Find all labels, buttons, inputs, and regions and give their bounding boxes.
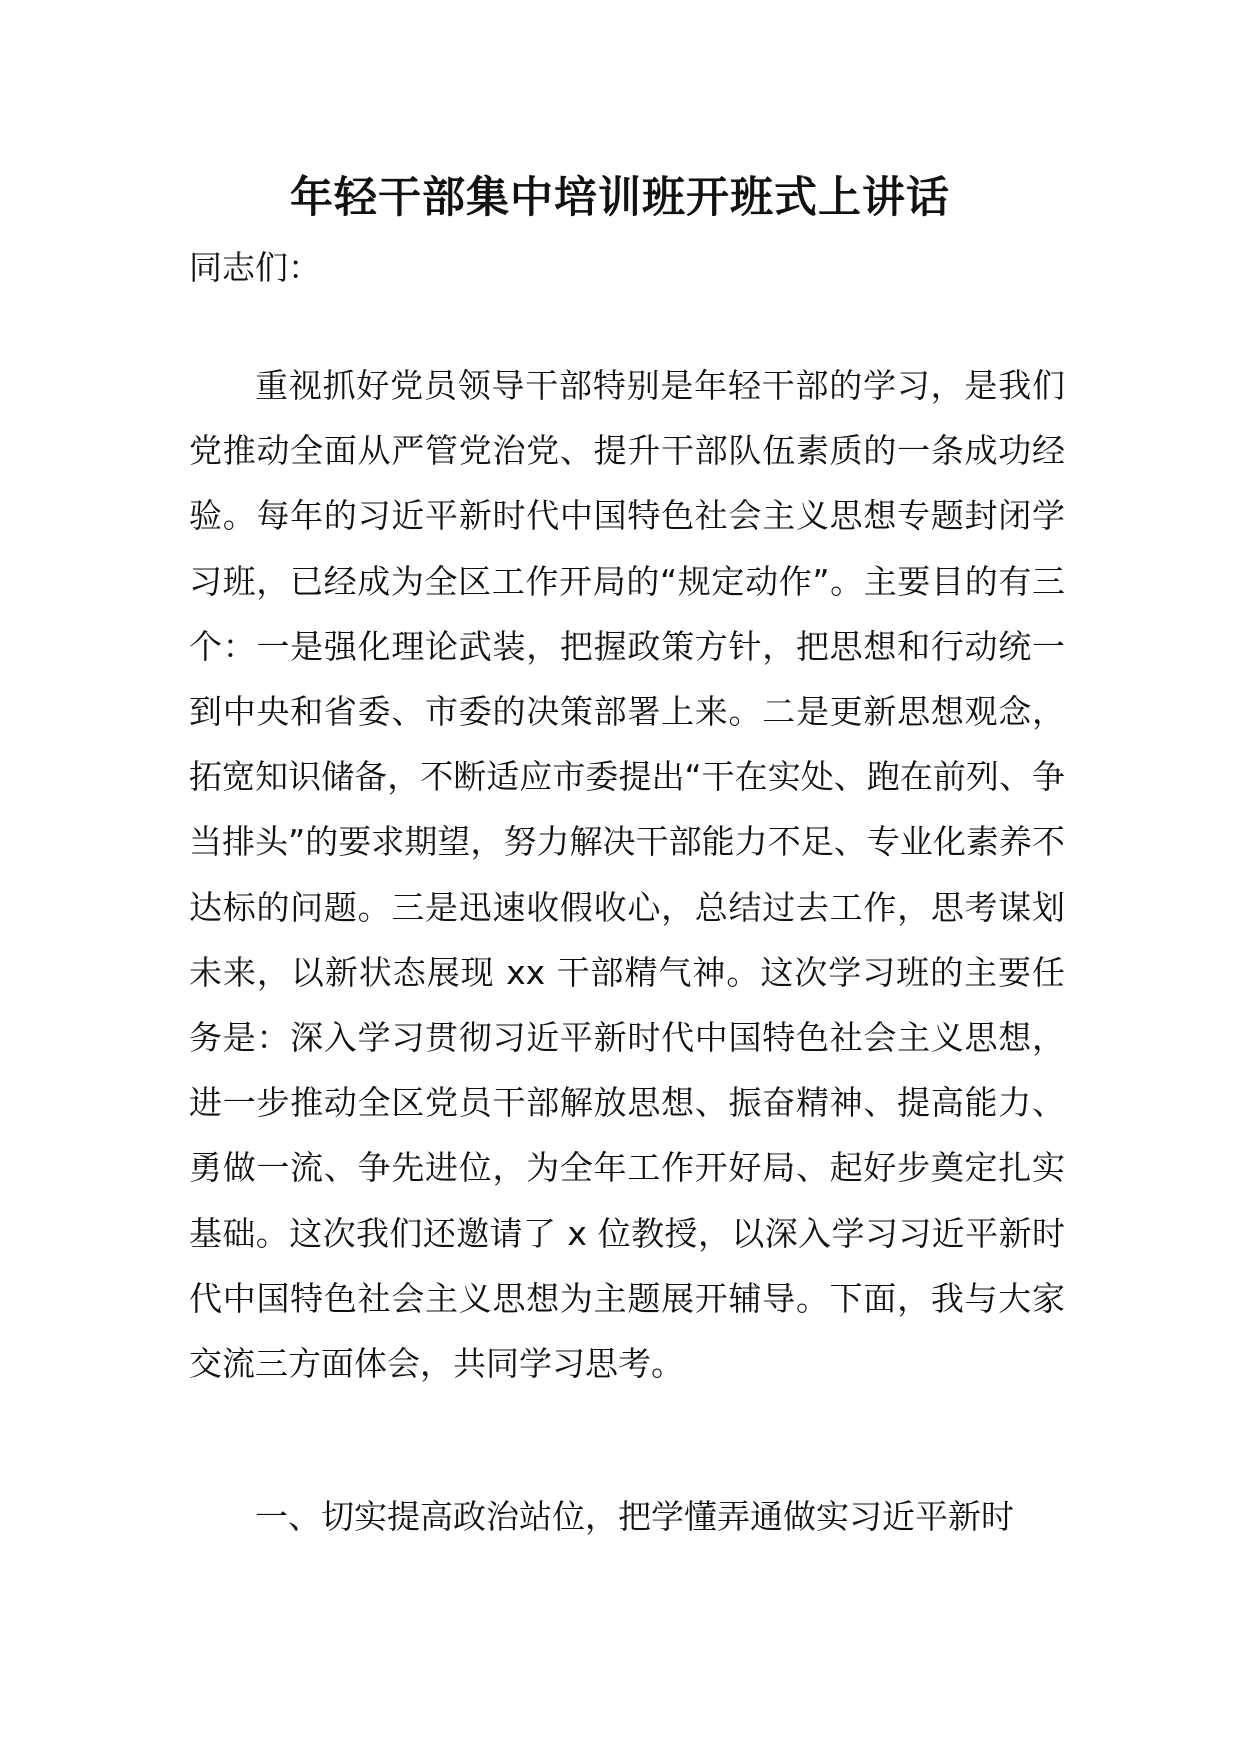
body-paragraph: 重视抓好党员领导干部特别是年轻干部的学习，是我们党推动全面从严管党治党、提升干部队伍素质的一条成功经验。每年的习近平新时代中国特色社会主义思想专题封闭学习班，已经成为全区工作开局的“规定动作”。主要目的有三个：一是强化理论武装，把握政策方针，把思想和行动统一到中央和省委、市委的决策部署上来。二是更新思想观念，拓宽知识储备，不断适应市委提出“干在实处、跑在前列、争当排头”的要求期望，努力解决干部能力不足、专业化素养不达标的问题。三是迅速收假收心，总结过去工作，思考谋划未来，以新状态展现 xx 干部精气神。这次学习班的主要任务是：深入学习贯彻习近平新时代中国特色社会主义思想，进一步推动全区党员干部解放思想、振奋精神、提高能力、勇做一流、争先进位，为全年工作开好局、起好步奠定扎实基础。这次我们还邀请了 x 位教授，以深入学习习近平新时代中国特色社会主义思想为主题展开辅导。下面，我与大家交流三方面体会，共同学习思考。 (189, 366, 1065, 1384)
salutation: 同志们： (189, 248, 321, 287)
document-title: 年轻干部集中培训班开班式上讲话 (290, 173, 950, 223)
section-heading: 一、切实提高政治站位，把学懂弄通做实习近平新时 (255, 1497, 1014, 1536)
